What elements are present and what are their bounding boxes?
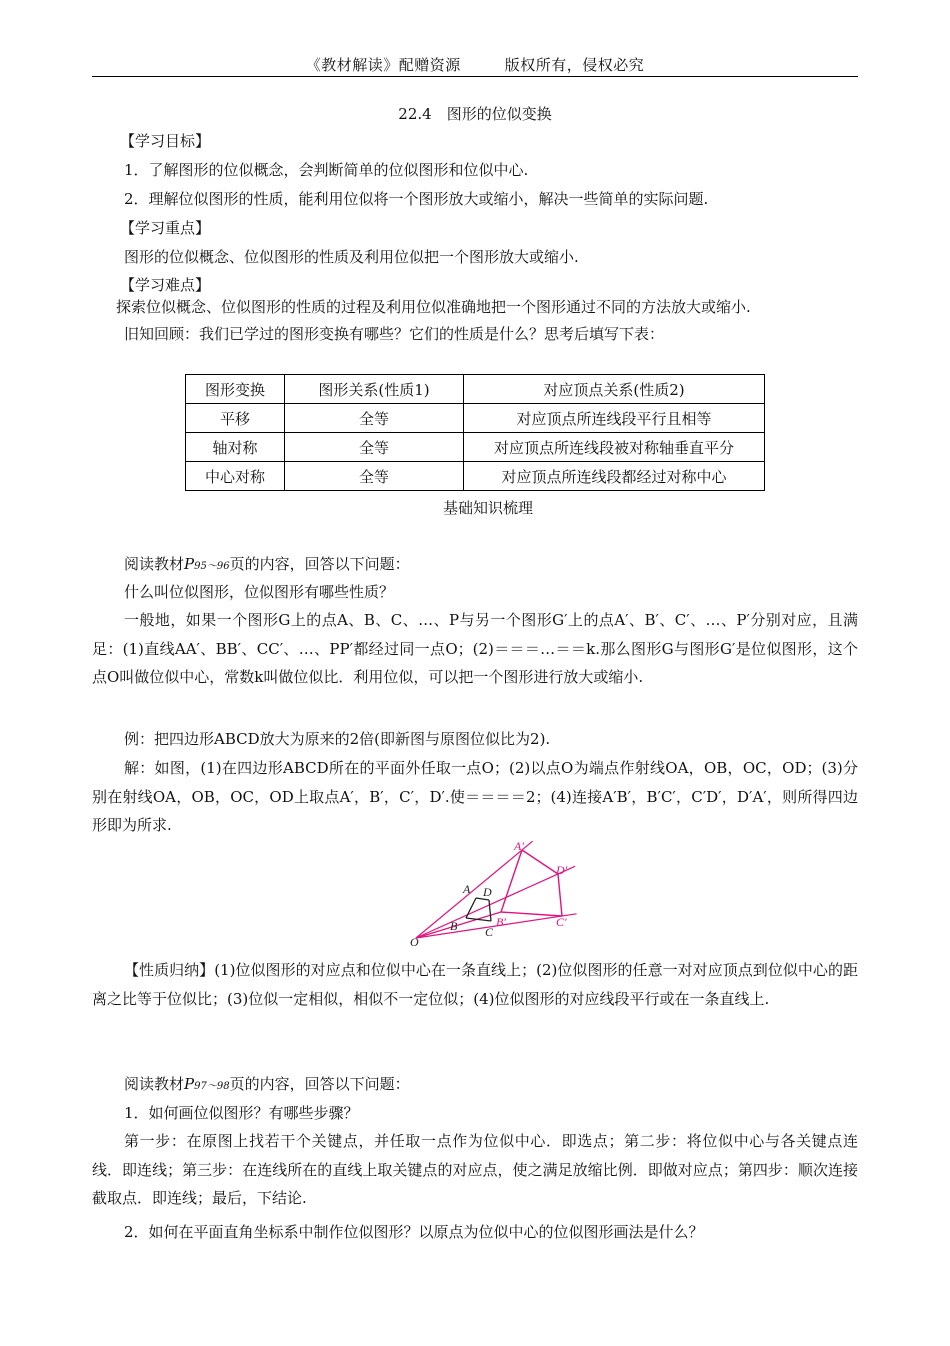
edge-cd — [489, 900, 491, 921]
point-label-o: O — [410, 935, 419, 949]
goal-item-2: 2．理解位似图形的性质，能利用位似将一个图形放大或缩小，解决一些简单的实际问题. — [124, 190, 709, 208]
edge-d'a' — [522, 850, 558, 874]
table-cell: 中心对称 — [186, 462, 285, 491]
header-left: 《教材解读》配赠资源 — [305, 56, 461, 74]
question-3: 2．如何在平面直角坐标系中制作位似图形？以原点为位似中心的位似图形画法是什么？ — [124, 1223, 704, 1241]
solution-paragraph: 解：如图，(1)在四边形ABCD所在的平面外任取一点O；(2)以点O为端点作射线OA，OB，OC，OD；(3)分别在射线OA，OB，OC，OD上取点A′，B′，C′，D′.使＝＝＝＝2；(4)连接A′B′，B′C′，C′D′，D′A′，则所得四边形即为所求. — [92, 759, 858, 834]
read-prompt-2 — [124, 1074, 410, 1097]
table-cell: 全等 — [285, 404, 464, 433]
point-label-d: D — [483, 885, 492, 899]
page-letter: P — [184, 555, 195, 573]
property-summary: 【性质归纳】(1)位似图形的对应点和位似中心在一条直线上；(2)位似图形的任意一对对应顶点到位似中心的距离之比等于位似比；(3)位似一定相似，相似不一定位似；(4)位似图形的对应线段平行或在一条直线上. — [92, 961, 858, 1008]
table-cell: 对应顶点所连线段都经过对称中心 — [464, 462, 765, 491]
table-cell: 平移 — [186, 404, 285, 433]
example-statement: 例：把四边形ABCD放大为原来的2倍(即新图与原图位似比为2). — [124, 730, 551, 748]
edge-b'c' — [501, 912, 562, 916]
question-1: 什么叫位似图形，位似图形有哪些性质？ — [124, 583, 395, 601]
table-cell: 轴对称 — [186, 433, 285, 462]
focus-text: 图形的位似概念、位似图形的性质及利用位似把一个图形放大或缩小. — [124, 248, 579, 266]
section-subtitle: 基础知识梳理 — [443, 499, 534, 517]
table-header-cell: 对应顶点关系(性质2) — [464, 375, 765, 404]
steps-paragraph: 第一步：在原图上找若干个关键点，并任取一点作为位似中心．即选点；第二步：将位似中心与各关键点连线．即连线；第三步：在连线所在的直线上取关键点的对应点，使之满足放缩比例．即做对应点；第四步：顺次连接截取点．即连线；最后，下结论. — [92, 1132, 858, 1207]
table-row — [186, 462, 765, 491]
table-cell: 全等 — [285, 433, 464, 462]
edge-ab — [466, 898, 476, 918]
read-prompt-prefix: 阅读教材 — [124, 1075, 185, 1093]
read-prompt-prefix: 阅读教材 — [124, 555, 185, 573]
edge-c'd' — [558, 874, 562, 916]
goal-item-1: 1．了解图形的位似概念，会判断简单的位似图形和位似中心. — [124, 161, 529, 179]
focus-heading: 【学习重点】 — [120, 219, 211, 237]
table-header-cell: 图形变换 — [186, 375, 285, 404]
header-right: 版权所有，侵权必究 — [504, 56, 645, 74]
table-row — [186, 433, 765, 462]
read-prompt-1 — [124, 554, 410, 577]
page-range: 97～98 — [194, 1081, 230, 1092]
table-cell: 对应顶点所连线段平行且相等 — [464, 404, 765, 433]
point-label-b: B — [450, 919, 458, 933]
point-label-a2: A′ — [514, 839, 524, 853]
question-2: 1．如何画位似图形？有哪些步骤？ — [124, 1104, 359, 1122]
section-title: 22.4 图形的位似变换 — [398, 105, 552, 123]
table-row — [186, 404, 765, 433]
point-label-c2: C′ — [556, 915, 567, 929]
point-label-c: C — [485, 925, 494, 939]
difficulty-text: 探索位似概念、位似图形的性质的过程及利用位似准确地把一个图形通过不同的方法放大或缩小. — [116, 298, 751, 316]
read-prompt-suffix: 页的内容，回答以下问题： — [229, 1075, 410, 1093]
table-cell: 对应顶点所连线段被对称轴垂直平分 — [464, 433, 765, 462]
definition-paragraph: 一般地，如果一个图形G上的点A、B、C、…、P与另一个图形G′上的点A′、B′、C′、…、P′分别对应，且满足：(1)直线AA′、BB′、CC′、…、PP′都经过同一点O；(2)＝＝＝…＝＝k.那么图形G与图形G′是位似图形，这个点O叫做位似中心，常数k叫做位似比．利用位似，可以把一个图形进行放大或缩小. — [92, 611, 858, 686]
transform-table — [185, 374, 765, 491]
homothety-figure — [410, 838, 586, 950]
page-range: 95～96 — [194, 561, 230, 572]
page-letter: P — [184, 1075, 195, 1093]
review-prompt: 旧知回顾：我们已学过的图形变换有哪些？它们的性质是什么？思考后填写下表： — [124, 325, 665, 343]
point-label-d2: D′ — [556, 863, 568, 877]
difficulty-heading: 【学习难点】 — [120, 276, 211, 294]
page-header — [92, 54, 858, 77]
point-label-a: A — [463, 882, 471, 896]
point-label-b2: B′ — [496, 915, 506, 929]
goals-heading: 【学习目标】 — [120, 132, 211, 150]
read-prompt-suffix: 页的内容，回答以下问题： — [229, 555, 410, 573]
table-cell: 全等 — [285, 462, 464, 491]
table-header-row — [186, 375, 765, 404]
table-header-cell: 图形关系(性质1) — [285, 375, 464, 404]
